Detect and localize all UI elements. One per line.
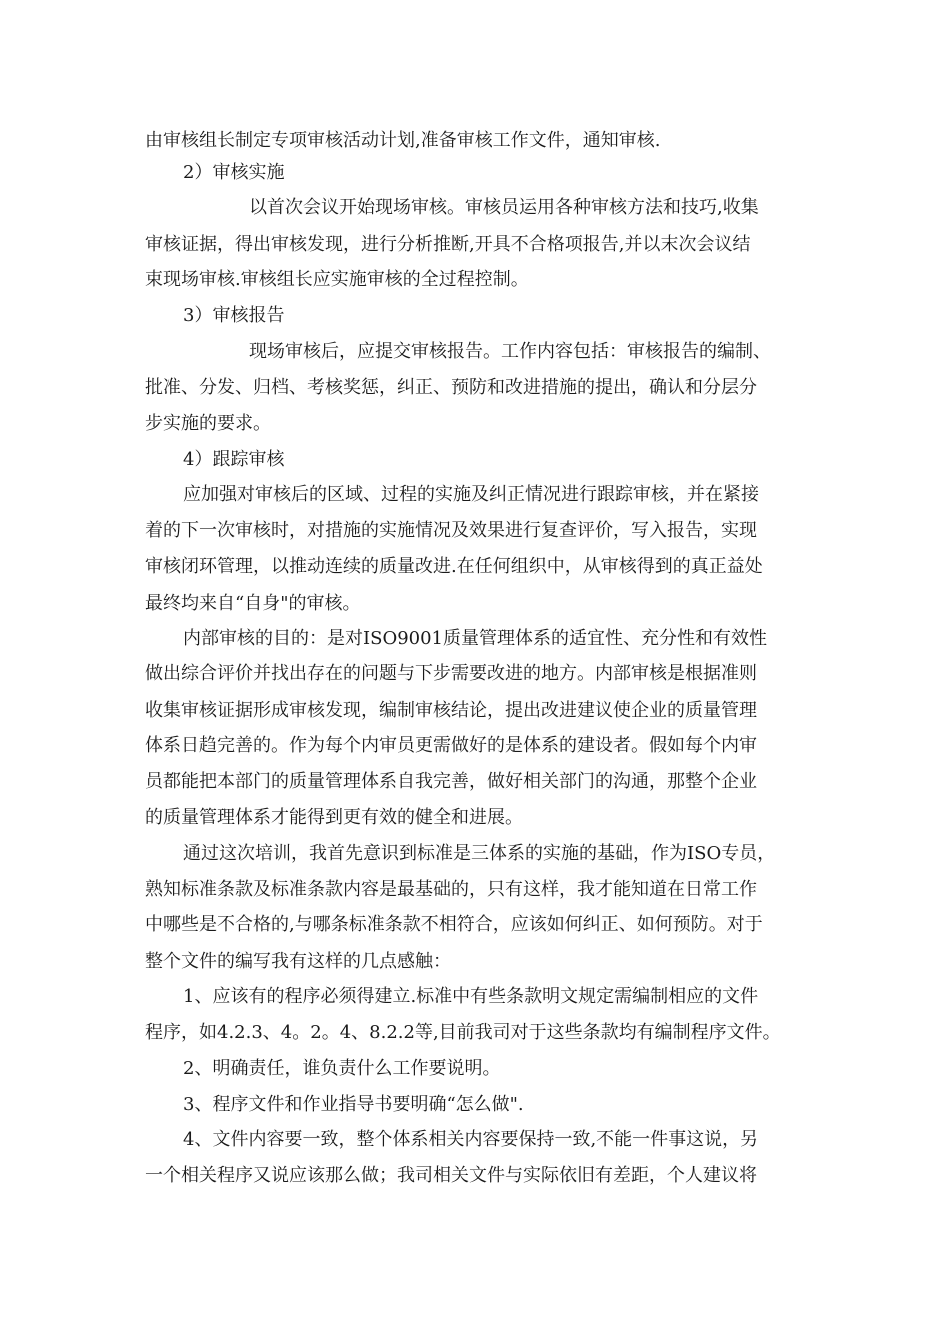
text-line: 以首次会议开始现场审核。审核员运用各种审核方法和技巧,收集 <box>249 197 759 218</box>
text-line: 现场审核后，应提交审核报告。工作内容包括：审核报告的编制、 <box>249 341 771 362</box>
text-line: 一个相关程序又说应该那么做；我司相关文件与实际依旧有差距，个人建议将 <box>145 1165 757 1186</box>
text-line: 中哪些是不合格的,与哪条标准条款不相符合，应该如何纠正、如何预防。对于 <box>145 914 763 935</box>
text-line: 整个文件的编写我有这样的几点感触： <box>145 951 451 972</box>
list-item: 4、文件内容要一致，整个体系相关内容要保持一致,不能一件事这说，另 <box>183 1129 759 1150</box>
text-line: 熟知标准条款及标准条款内容是最基础的，只有这样，我才能知道在日常工作 <box>145 879 757 900</box>
text-line: 通过这次培训，我首先意识到标准是三体系的实施的基础，作为ISO专员， <box>183 843 776 864</box>
list-item: 2、明确责任，谁负责什么工作要说明。 <box>183 1058 501 1079</box>
list-item: 3、程序文件和作业指导书要明确“怎么做". <box>183 1094 524 1115</box>
text-line: 程序，如4.2.3、4。2。4、8.2.2等,目前我司对于这些条款均有编制程序文件。 <box>145 1022 781 1043</box>
text-line: 审核证据，得出审核发现，进行分析推断,开具不合格项报告,并以末次会议结 <box>145 234 751 255</box>
text-line: 员都能把本部门的质量管理体系自我完善，做好相关部门的沟通，那整个企业 <box>145 771 757 792</box>
text-line: 做出综合评价并找出存在的问题与下步需要改进的地方。内部审核是根据准则 <box>145 663 757 684</box>
text-line: 收集审核证据形成审核发现，编制审核结论，提出改进建议使企业的质量管理 <box>145 700 757 721</box>
text-line: 应加强对审核后的区域、过程的实施及纠正情况进行跟踪审核，并在紧接 <box>183 484 759 505</box>
section-heading: 2）审核实施 <box>183 162 285 183</box>
text-line: 的质量管理体系才能得到更有效的健全和进展。 <box>145 807 523 828</box>
text-line: 审核闭环管理，以推动连续的质量改进.在任何组织中，从审核得到的真正益处 <box>145 556 763 577</box>
text-line: 着的下一次审核时，对措施的实施情况及效果进行复查评价，写入报告，实现 <box>145 520 757 541</box>
text-line: 内部审核的目的：是对ISO9001质量管理体系的适宜性、充分性和有效性 <box>183 628 768 649</box>
text-line: 批准、分发、归档、考核奖惩，纠正、预防和改进措施的提出，确认和分层分 <box>145 377 757 398</box>
section-heading: 3）审核报告 <box>183 305 285 326</box>
list-item: 1、应该有的程序必须得建立.标准中有些条款明文规定需编制相应的文件 <box>183 986 759 1007</box>
text-line: 最终均来自“自身"的审核。 <box>145 593 361 614</box>
text-line: 束现场审核.审核组长应实施审核的全过程控制。 <box>145 269 529 290</box>
section-heading: 4）跟踪审核 <box>183 449 285 470</box>
text-line: 步实施的要求。 <box>145 413 271 434</box>
text-line: 体系日趋完善的。作为每个内审员更需做好的是体系的建设者。假如每个内审 <box>145 735 757 756</box>
text-line: 由审核组长制定专项审核活动计划,准备审核工作文件，通知审核. <box>145 130 661 151</box>
